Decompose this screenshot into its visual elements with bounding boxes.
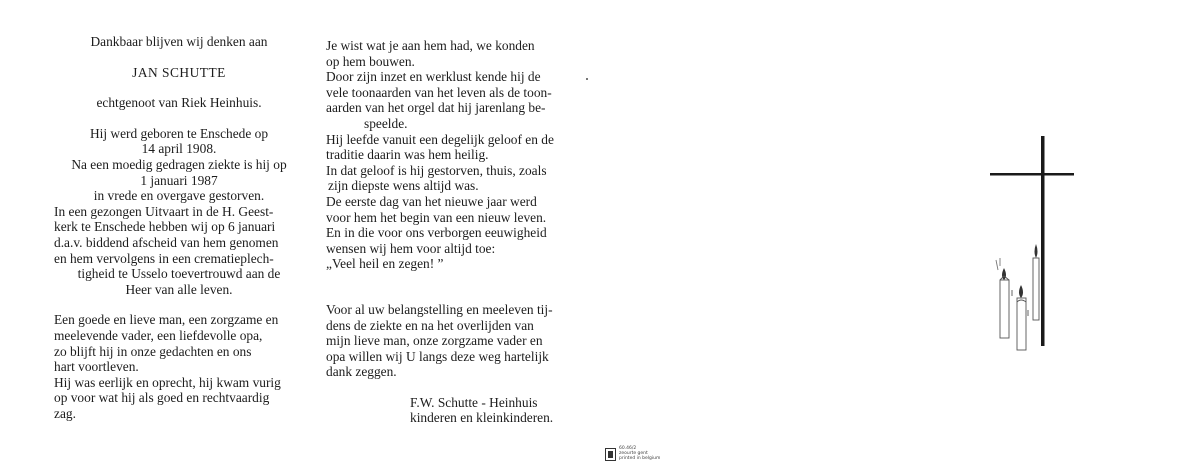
tribute-line: speelde.: [364, 115, 408, 131]
tribute-line: Hij leefde vanuit een degelijk geloof en de: [326, 131, 554, 147]
cross-candles-decoration: [990, 130, 1080, 360]
character-line: op voor wat hij als goed en rechtvaardig: [54, 390, 270, 406]
tribute-line: zijn diepste wens altijd was.: [328, 178, 479, 194]
printer-mark: [605, 446, 685, 466]
bio-line: Heer van alle leven.: [125, 281, 233, 297]
deceased-name: JAN SCHUTTE: [132, 64, 226, 80]
character-line: hart voortleven.: [54, 359, 139, 375]
tribute-line: op hem bouwen.: [326, 53, 415, 69]
tribute-line: „Veel heil en zegen! ”: [326, 256, 444, 272]
middle-column: [326, 0, 578, 426]
left-column: [54, 0, 304, 421]
bio-line: kerk te Enschede hebben wij op 6 januari: [54, 219, 276, 235]
thanks-line: Voor al uw belangstelling en meeleven tij-: [326, 301, 553, 317]
tribute-line: In dat geloof is hij gestorven, thuis, zoals: [326, 162, 547, 178]
printer-line2: zeourte gent: [619, 451, 648, 456]
tribute-line: Je wist wat je aan hem had, we konden: [326, 38, 535, 53]
bio-line: Hij werd geboren te Enschede op: [89, 125, 269, 141]
tribute-line: vele toonaarden van het leven als de toon-: [326, 84, 552, 100]
tribute-line: voor hem het begin van een nieuw leven.: [326, 209, 547, 225]
printer-line3: printed in belgium: [619, 456, 661, 461]
character-line: zo blijft hij in onze gedachten en ons: [54, 343, 252, 359]
character-block: [54, 312, 304, 421]
character-line: Een goede en lieve man, een zorgzame en: [54, 312, 279, 328]
signature-line: F.W. Schutte - Heinhuis: [410, 394, 538, 410]
bio-line: in vrede en overgave gestorven.: [93, 188, 265, 204]
spouse-line: echtgenoot van Riek Heinhuis.: [96, 95, 262, 111]
tribute-line: wensen wij hem voor altijd toe:: [326, 240, 496, 256]
bio-line: 14 april 1908.: [141, 141, 217, 157]
bio-line: en hem vervolgens in een crematieplech-: [54, 250, 274, 266]
fold-dot: [586, 78, 588, 80]
thanks-block: [326, 302, 578, 380]
bio-line: tigheid te Usselo toevertrouwd aan de: [77, 266, 281, 282]
thanks-line: dank zeggen.: [326, 364, 397, 380]
tribute-line: aarden van het orgel dat hij jarenlang be-: [326, 100, 546, 116]
printer-logo-icon: [605, 448, 616, 461]
bio-line: 1 januari 1987: [140, 172, 218, 188]
tribute-block: [326, 38, 578, 272]
character-line: meelevende vader, een liefdevolle opa,: [54, 327, 263, 343]
candles-icon: [996, 244, 1039, 350]
printer-text: [619, 446, 660, 461]
signature-line: kinderen en kleinkinderen.: [410, 410, 554, 426]
thanks-line: dens de ziekte en na het overlijden van: [326, 317, 534, 333]
cross-icon: [990, 136, 1074, 346]
signature-block: [326, 395, 578, 426]
thanks-line: mijn lieve man, onze zorgzame vader en: [326, 333, 543, 349]
character-line: Hij was eerlijk en oprecht, hij kwam vurig: [54, 374, 281, 390]
thanks-line: opa willen wij U langs deze weg hartelijk: [326, 348, 549, 364]
bio-line: Na een moedig gedragen ziekte is hij op: [71, 156, 287, 172]
character-line: zag.: [54, 405, 76, 421]
tribute-line: De eerste dag van het nieuwe jaar werd: [326, 193, 537, 209]
printer-code: 60.46/2: [619, 446, 637, 451]
bio-line: d.a.v. biddend afscheid van hem genomen: [54, 234, 279, 250]
biography-block: [54, 126, 304, 298]
tribute-line: Door zijn inzet en werklust kende hij de: [326, 69, 541, 85]
tribute-line: En in die voor ons verborgen eeuwigheid: [326, 225, 547, 241]
intro-line: Dankbaar blijven wij denken aan: [90, 34, 268, 49]
bio-line: In een gezongen Uitvaart in de H. Geest-: [54, 203, 274, 219]
tribute-line: traditie daarin was hem heilig.: [326, 147, 489, 163]
